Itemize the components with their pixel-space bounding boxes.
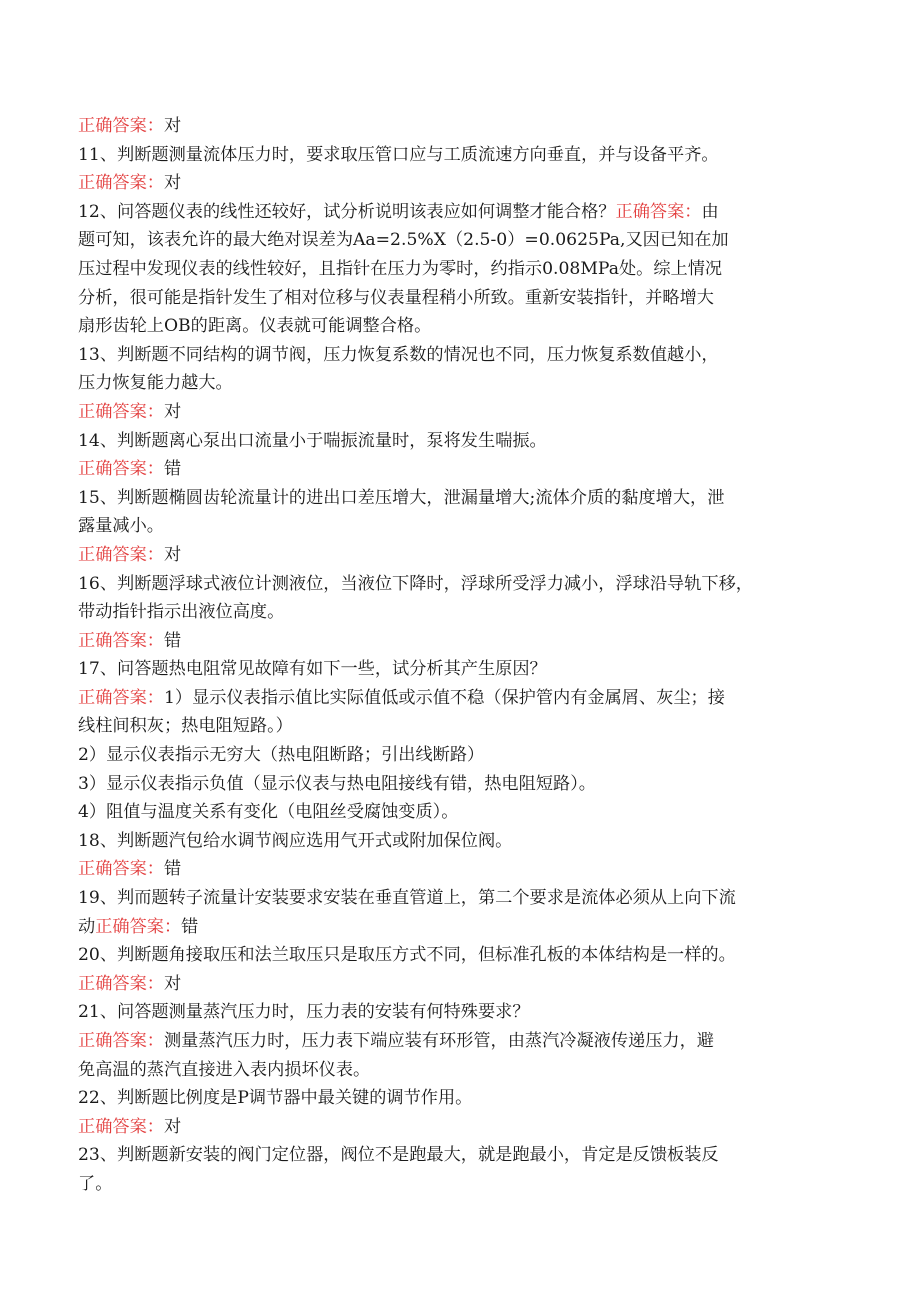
text-line [78, 798, 858, 827]
answer-label: 正确答案： [78, 1116, 164, 1137]
text-line [78, 455, 858, 484]
text-line [78, 226, 858, 255]
answer-label: 正确答案： [78, 1031, 164, 1051]
line-text: 3）显示仪表指示负值（显示仪表与热电阻接线有错，热电阻短路）。 [78, 773, 596, 794]
text-line [78, 913, 858, 942]
line-text: 动 [78, 916, 96, 937]
line-text: 4）阻值与温度关系有变化（电阻丝受腐蚀变质）。 [78, 802, 459, 823]
text-line [78, 398, 858, 427]
line-text: 12、问答题仪表的线性还较好，试分析说明该表应如何调整才能合格？ [78, 201, 616, 222]
answer-label: 正确答案： [78, 687, 164, 708]
text-line [78, 312, 858, 341]
text-line [78, 427, 858, 456]
text-line [78, 855, 858, 884]
answer-label: 正确答案： [615, 201, 702, 222]
text-line [78, 684, 858, 713]
text-line [78, 141, 858, 170]
line-text: 对 [163, 116, 182, 136]
line-text: 由 [701, 201, 719, 222]
line-text: 了。 [78, 1173, 113, 1194]
line-text: 16、判断题浮球式液位计测液位，当液位下降时，浮球所受浮力减小，浮球沿导轨下移， [78, 573, 753, 594]
text-line [78, 541, 858, 570]
text-line [78, 570, 858, 599]
line-text: 题可知，该表允许的最大绝对误差为Aa=2.5%X（2.5-0）=0.0625Pa,又因已知在加 [78, 230, 729, 251]
line-text: 15、判断题椭圆齿轮流量计的进出口差压增大，泄漏量增大;流体介质的黏度增大，泄 [78, 487, 725, 508]
line-text: 露量减小。 [78, 516, 164, 537]
line-text: 对 [163, 173, 182, 194]
text-line [78, 998, 858, 1027]
line-text: 2）显示仪表指示无穷大（热电阻断路；引出线断路） [78, 745, 485, 766]
line-text: 18、判断题汽包给水调节阀应选用气开式或附加保位阀。 [78, 830, 513, 851]
answer-label: 正确答案： [78, 173, 164, 194]
text-line [78, 627, 858, 656]
text-line [78, 112, 858, 141]
text-line [78, 169, 858, 198]
line-text: 测量蒸汽压力时，压力表下端应装有环形管，由蒸汽冷凝液传递压力，避 [163, 1031, 714, 1051]
text-line [78, 884, 858, 913]
text-line [78, 341, 858, 370]
text-line [78, 484, 858, 513]
line-text: 对 [163, 973, 182, 994]
text-line [78, 1056, 858, 1085]
text-line [78, 712, 858, 741]
text-line [78, 369, 858, 398]
line-text: 错 [163, 459, 182, 480]
line-text: 错 [181, 916, 199, 937]
line-text: 对 [163, 401, 182, 422]
line-text: 扇形齿轮上OB的距离。仪表就可能调整合格。 [78, 316, 432, 337]
line-text: 线柱间积灰；热电阻短路。） [78, 716, 293, 737]
line-text: 21、问答题测量蒸汽压力时，压力表的安装有何特殊要求？ [78, 1002, 530, 1023]
text-line [78, 284, 858, 313]
line-text: 对 [163, 1116, 182, 1137]
answer-label: 正确答案： [78, 859, 164, 880]
text-line [78, 1141, 858, 1170]
text-line [78, 970, 858, 999]
document-page [78, 112, 858, 1199]
text-line [78, 741, 858, 770]
text-line [78, 770, 858, 799]
line-text: 14、判断题离心泵出口流量小于喘振流量时，泵将发生喘振。 [78, 430, 547, 451]
text-line [78, 941, 858, 970]
line-text: 分析，很可能是指针发生了相对位移与仪表量程稍小所致。重新安装指针，并略增大 [78, 287, 714, 308]
text-line [78, 255, 858, 284]
answer-label: 正确答案： [78, 630, 164, 651]
answer-label: 正确答案： [78, 459, 164, 480]
line-text: 13、判断题不同结构的调节阀，压力恢复系数的情况也不同，压力恢复系数值越小， [78, 344, 719, 365]
answer-label: 正确答案： [95, 916, 182, 937]
answer-label: 正确答案： [78, 973, 164, 994]
text-line [78, 198, 858, 227]
line-text: 23、判断题新安装的阀门定位器，阀位不是跑最大，就是跑最小，肯定是反馈板装反 [78, 1145, 719, 1166]
line-text: 压过程中发现仪表的线性较好，且指针在压力为零时，约指示0.08MPa处。综上情况 [78, 258, 723, 279]
text-line [78, 598, 858, 627]
text-line [78, 1084, 858, 1113]
line-text: 20、判断题角接取压和法兰取压只是取压方式不同，但标准孔板的本体结构是一样的。 [78, 945, 736, 966]
text-line [78, 1113, 858, 1142]
line-text: 压力恢复能力越大。 [78, 373, 233, 394]
line-text: 免高温的蒸汽直接进入表内损坏仪表。 [78, 1059, 371, 1080]
line-text: 19、判而题转子流量计安装要求安装在垂直管道上，第二个要求是流体必须从上向下流 [78, 888, 736, 909]
line-text: 对 [163, 544, 182, 565]
line-text: 1）显示仪表指示值比实际值低或示值不稳（保护管内有金属屑、灰尘；接 [163, 687, 725, 708]
answer-label: 正确答案： [78, 544, 164, 565]
text-line [78, 1027, 858, 1056]
line-text: 11、判断题测量流体压力时，要求取压管口应与工质流速方向垂直，并与设备平齐。 [78, 144, 719, 165]
text-line [78, 1170, 858, 1199]
line-text: 17、问答题热电阻常见故障有如下一些，试分析其产生原因？ [78, 659, 547, 680]
text-line [78, 655, 858, 684]
text-line [78, 512, 858, 541]
text-line [78, 827, 858, 856]
line-text: 错 [163, 630, 182, 651]
line-text: 带动指针指示出液位高度。 [78, 602, 285, 623]
answer-label: 正确答案： [78, 401, 164, 422]
answer-label: 正确答案： [78, 116, 164, 136]
line-text: 错 [163, 859, 182, 880]
line-text: 22、判断题比例度是P调节器中最关键的调节作用。 [78, 1088, 473, 1109]
